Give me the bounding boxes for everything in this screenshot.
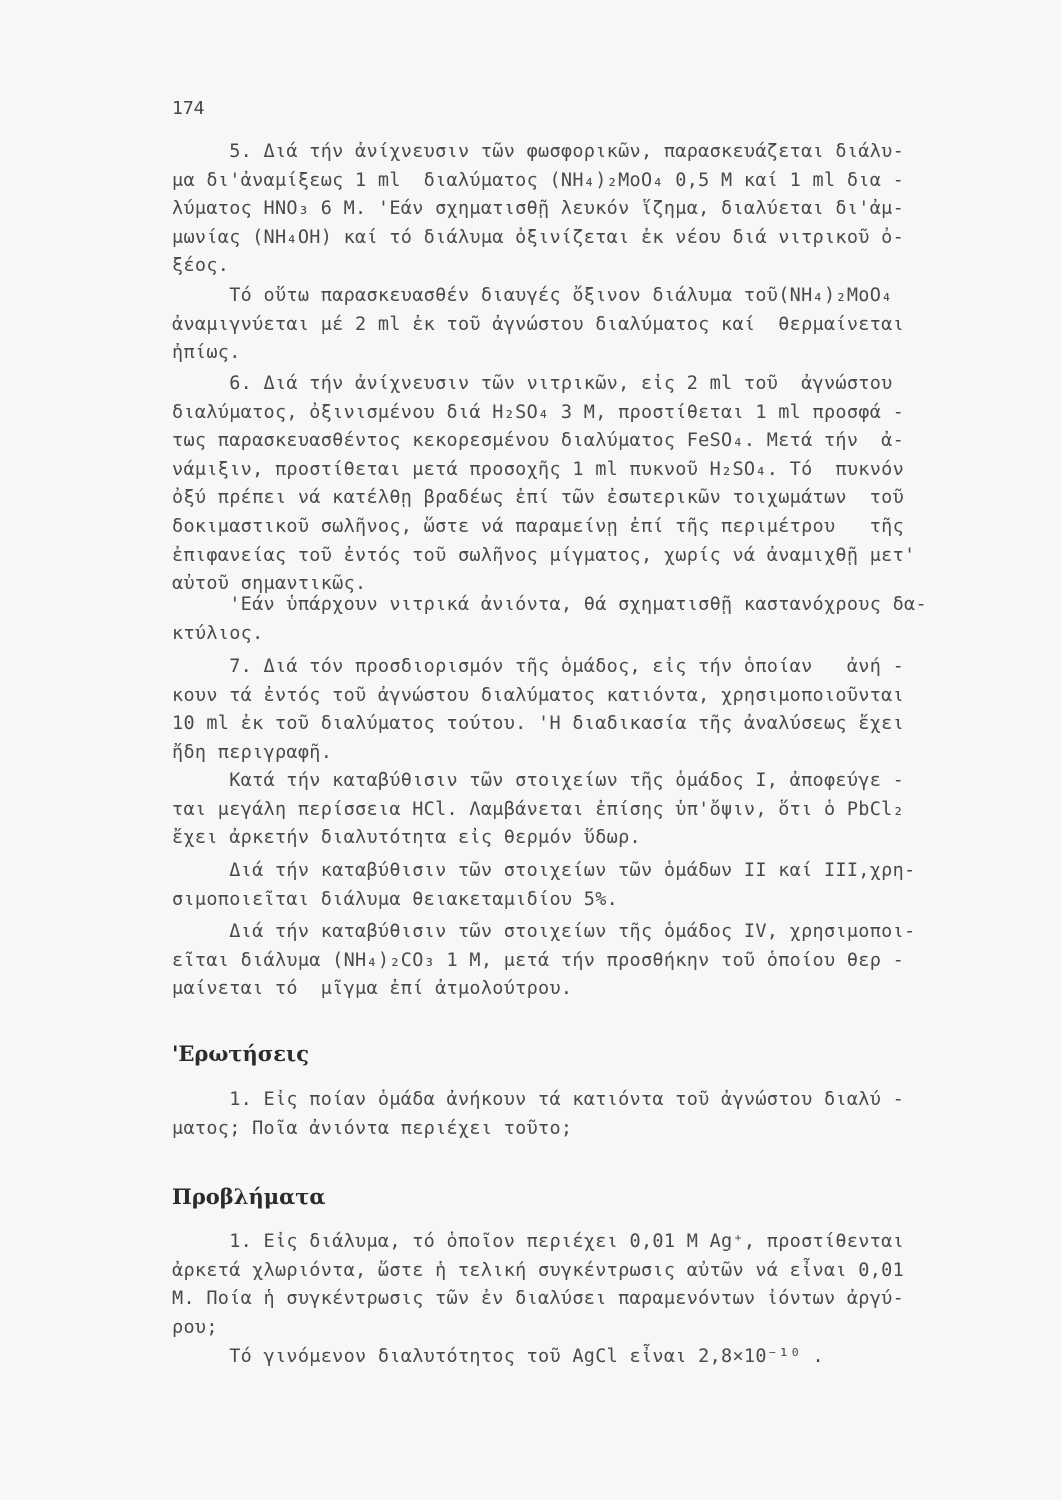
text-line: Διά τήν καταβύθισιν τῶν στοιχείων τῆς ὁμάδος IV, χρησιμοποι-: [172, 921, 916, 942]
text-line: Τό οὕτω παρασκευασθέν διαυγές ὄξινον διάλυμα τοῦ(NH₄)₂MoO₄: [172, 285, 893, 306]
text-line: 'Εάν ὑπάρχουν νιτρικά ἀνιόντα, θά σχηματισθῇ καστανόχρους δα-: [172, 594, 927, 615]
paragraph-5b: [172, 282, 1014, 368]
text-line: ὀξύ πρέπει νά κατέλθῃ βραδέως ἐπί τῶν ἐσωτερικῶν τοιχωμάτων τοῦ: [172, 487, 905, 509]
heading-questions: 'Ερωτήσεις: [172, 1041, 309, 1066]
text-line: τως παρασκευασθέντος κεκορεσμένου διαλύματος FeSO₄. Μετά τήν ἀ-: [172, 430, 905, 452]
text-line: 6. Διά τήν ἀνίχνευσιν τῶν νιτρικῶν, εἰς 2 ml τοῦ ἀγνώστου: [172, 373, 893, 394]
text-line: ματος; Ποῖα ἀνιόντα περιέχει τοῦτο;: [172, 1117, 573, 1139]
text-line: ξέος.: [172, 255, 230, 277]
text-line: 1. Εἰς διάλυμα, τό ὁποῖον περιέχει 0,01 M Ag⁺, προστίθενται: [172, 1231, 905, 1252]
text-line: Διά τήν καταβύθισιν τῶν στοιχείων τῶν ὁμάδων II καί III,χρη-: [172, 860, 916, 881]
text-line: εῖται διάλυμα (NH₄)₂CO₃ 1 M, μετά τήν προσθήκην τοῦ ὁποίου θερ -: [172, 949, 905, 971]
problems-block: [172, 1228, 1014, 1342]
text-line: 10 ml ἐκ τοῦ διαλύματος τούτου. 'Η διαδικασία τῆς ἀναλύσεως ἔχει: [172, 713, 905, 735]
text-line: Κατά τήν καταβύθισιν τῶν στοιχείων τῆς ὁμάδος I, ἀποφεύγε -: [172, 770, 905, 791]
paragraph-7: [172, 653, 1014, 767]
text-line: λύματος HNO₃ 6 M. 'Εάν σχηματισθῇ λευκόν ἵζημα, διαλύεται δι'ἀμ-: [172, 198, 905, 220]
text-line: διαλύματος, ὀξινισμένου διά H₂SO₄ 3 M, προστίθεται 1 ml προσφά -: [172, 401, 905, 423]
text-line: ἀναμιγνύεται μέ 2 ml ἐκ τοῦ ἀγνώστου διαλύματος καί θερμαίνεται: [172, 313, 905, 335]
text-line: Τό γινόμενον διαλυτότητος τοῦ AgCl εἶναι 2,8×10⁻¹⁰ .: [172, 1346, 824, 1367]
text-line: ἠπίως.: [172, 342, 241, 364]
heading-problems: Προβλήματα: [172, 1184, 326, 1209]
text-line: κουν τά ἐντός τοῦ ἀγνώστου διαλύματος κατιόντα, χρησιμοποιοῦνται: [172, 684, 905, 706]
paragraph-5: [172, 138, 1014, 281]
text-line: κτύλιος.: [172, 622, 264, 644]
paragraph-7b: [172, 767, 1014, 853]
text-line: 5. Διά τήν ἀνίχνευσιν τῶν φωσφορικῶν, παρασκευάζεται διάλυ-: [172, 141, 905, 162]
text-line: ται μεγάλη περίσσεια HCl. Λαμβάνεται ἐπίσης ὑπ'ὄψιν, ὅτι ὁ PbCl₂: [172, 798, 905, 820]
text-line: ἀρκετά χλωριόντα, ὥστε ἡ τελική συγκέντρωσις αὐτῶν νά εἶναι 0,01: [172, 1259, 905, 1281]
text-line: αὐτοῦ σημαντικῶς.: [172, 573, 367, 595]
paragraph-6b: [172, 591, 1014, 648]
text-line: μα δι'ἀναμίξεως 1 ml διαλύματος (NH₄)₂MoO₄ 0,5 M καί 1 ml δια -: [172, 169, 905, 191]
paragraph-7d: [172, 918, 1014, 1004]
text-line: δοκιμαστικοῦ σωλῆνος, ὥστε νά παραμείνῃ ἐπί τῆς περιμέτρου τῆς: [172, 515, 905, 537]
text-line: 7. Διά τόν προσδιορισμόν τῆς ὁμάδος, εἰς τήν ὁποίαν ἀνή -: [172, 656, 905, 677]
problems-block-b: [172, 1343, 1014, 1372]
text-line: M. Ποία ἡ συγκέντρωσις τῶν ἐν διαλύσει παραμενόντων ἰόντων ἀργύ-: [172, 1288, 905, 1310]
text-line: νάμιξιν, προστίθεται μετά προσοχῆς 1 ml πυκνοῦ H₂SO₄. Τό πυκνόν: [172, 458, 905, 480]
text-line: σιμοποιεῖται διάλυμα θειακεταμιδίου 5%.: [172, 888, 619, 910]
text-line: μαίνεται τό μῖγμα ἐπί ἀτμολούτρου.: [172, 978, 573, 1000]
text-line: 1. Εἰς ποίαν ὁμάδα ἀνήκουν τά κατιόντα τοῦ ἀγνώστου διαλύ -: [172, 1089, 905, 1110]
text-line: μωνίας (NH₄OH) καί τό διάλυμα ὀξινίζεται ἐκ νέου διά νιτρικοῦ ὀ-: [172, 226, 905, 248]
text-line: ἔχει ἀρκετήν διαλυτότητα εἰς θερμόν ὕδωρ.: [172, 827, 641, 849]
text-line: ἐπιφανείας τοῦ ἐντός τοῦ σωλῆνος μίγματος, χωρίς νά ἀναμιχθῇ μετ': [172, 544, 916, 566]
questions-block: [172, 1086, 1014, 1143]
text-line: ἤδη περιγραφῆ.: [172, 741, 333, 763]
text-line: ρου;: [172, 1316, 218, 1338]
page-number: 174: [172, 98, 205, 119]
paragraph-6: [172, 370, 1014, 599]
paragraph-7c: [172, 857, 1014, 914]
